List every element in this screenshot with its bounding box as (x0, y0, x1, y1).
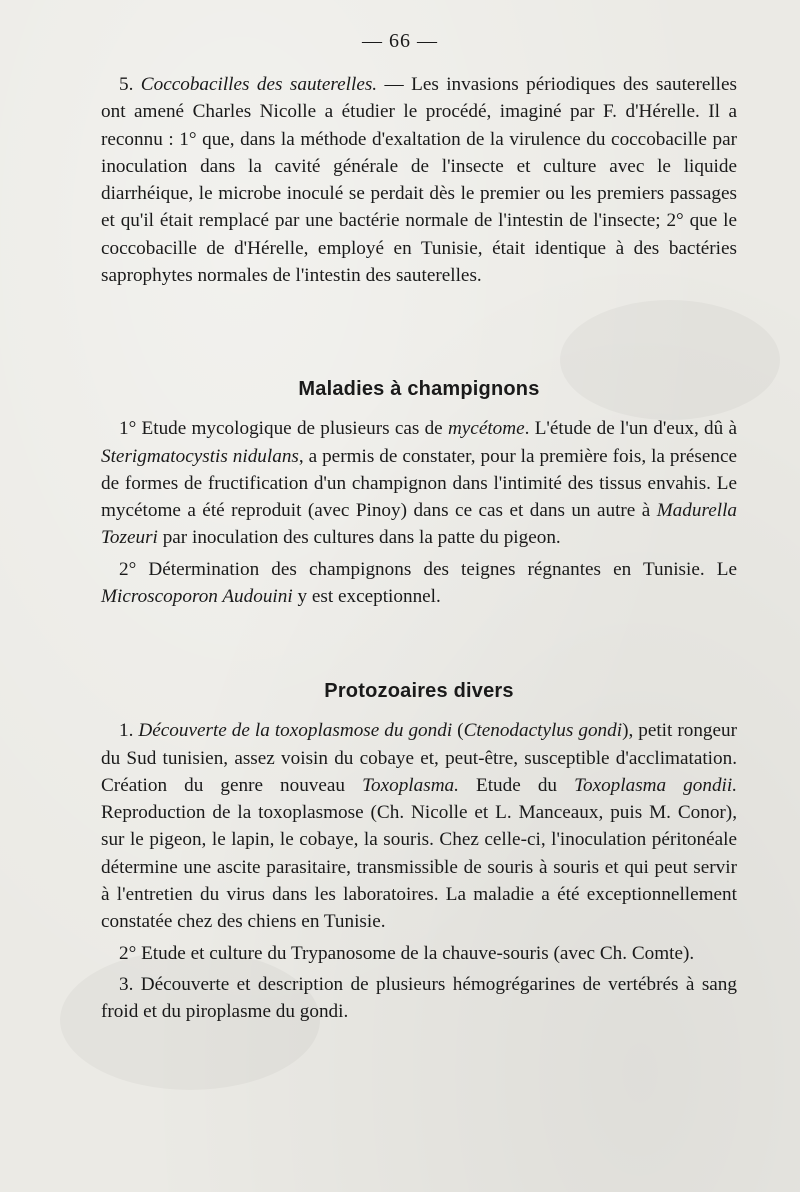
italic-run: Microscoporon Audouini (101, 586, 293, 608)
italic-run: mycétome (447, 418, 525, 440)
paragraph-mycologique (101, 415, 737, 551)
text-run: 2° Détermination des champignons des teignes régnantes en Tunisie. Le (119, 558, 737, 580)
text-run: Reproduction de la toxoplasmose (Ch. Nicolle et L. Manceaux, puis M. Conor), sur le pigeon, le lapin, le cobaye, la souris. Chez celle-ci, l'inoculation péritonéale détermine une ascite parasitaire, transmissible de souris à souris et qui peut servir à l'entretien du virus dans les laboratoires. La maladie a été exceptionnellement constatée chez des chiens en Tunisie. (101, 802, 737, 933)
paragraph-hemogregarines: 3. Découverte et description de plusieurs hémogrégarines de vertébrés à sang froid et du piroplasme du gondi. (101, 973, 737, 1023)
text-run: . L'étude de l'un d'eux, dû à (524, 418, 737, 440)
italic-run: Découverte de la toxoplasmose du gondi (138, 720, 453, 742)
text-run: ( (452, 720, 464, 742)
italic-run: Toxoplasma. (362, 774, 459, 796)
text-run: ), petit rongeur du Sud tunisien, assez voisin du cobaye et, peut-être, susceptible d'acclimatation. Création du genre nouveau (101, 720, 738, 796)
section-maladies-champignons (101, 366, 737, 614)
paragraph-number: 5. (119, 74, 134, 95)
page-number: — 66 — (362, 30, 438, 52)
paragraph-text: — Les invasions périodiques des sauterelles ont amené Charles Nicolle a étudier le procédé, imaginé par F. d'Hérelle. Il a reconnu : 1° que, dans la méthode d'exaltation de la virulence du coccobacille par inoculation dans la cavité générale de l'insecte et culture avec le liquide diarrhéique, le microbe inoculé se perdait dès le premier ou les premiers passages et qu'il était remplacé par une bactérie normale de l'intestin de l'insecte; 2° que le coccobacille de d'Hérelle, employé en Tunisie, était identique à des bactéries saprophytes normales de l'intestin des sauterelles. (101, 74, 737, 287)
text-run: y est exceptionnel. (292, 586, 441, 608)
text-run: par inoculation des cultures dans la patte du pigeon. (157, 527, 561, 549)
italic-run: Toxoplasma gondii. (574, 774, 737, 796)
section-protozoaires-divers (101, 668, 737, 1030)
italic-run: Sterigmatocystis nidulans (101, 445, 299, 467)
italic-run: Ctenodactylus gondi (463, 720, 623, 742)
paragraph-coccobacilles (101, 71, 737, 289)
text-run: 1. (119, 720, 139, 742)
paragraph-toxoplasmose (101, 717, 737, 935)
heading-maladies-champignons: Maladies à champignons (298, 378, 540, 400)
heading-protozoaires-divers: Protozoaires divers (324, 680, 514, 702)
italic-run: Madurella Tozeuri (101, 500, 737, 549)
section-coccobacilles (101, 71, 737, 293)
paragraph-teignes (101, 556, 737, 611)
paragraph-title: Coccobacilles des sauterelles. (140, 74, 378, 95)
paragraph-trypanosome: 2° Etude et culture du Trypanosome de la chauve-souris (avec Ch. Comte). (119, 942, 695, 964)
text-run: Etude du (458, 774, 575, 796)
text-run: 1° Etude mycologique de plusieurs cas de (119, 418, 448, 440)
text-run: , a permis de constater, pour la première fois, la présence de formes de fructification d'un champignon dans l'intimité des tissus envahis. Le mycétome a été reproduit (avec Pinoy) dans ce cas et dans un autre à (101, 445, 737, 522)
